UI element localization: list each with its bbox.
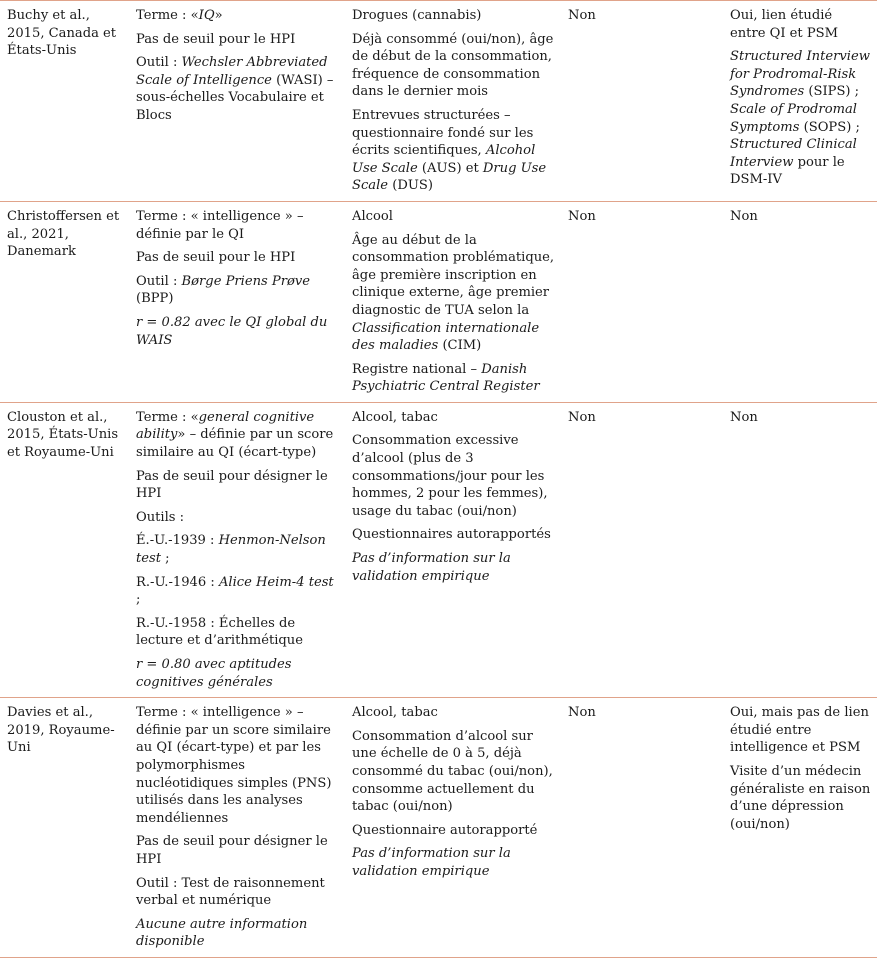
definition-cell xyxy=(129,402,345,697)
text-run: Consommation excessive d’alcool (plus de 3 consommations/jour pour les hommes, 2 pour les femmes), usage du tabac (oui/non) xyxy=(352,433,548,519)
text-run: Outils : xyxy=(136,509,185,525)
italic-text: general cognitive ability xyxy=(136,409,315,443)
text-run: Alcool, tabac xyxy=(352,705,438,721)
text-run: Non xyxy=(730,409,758,425)
text-run: (AUS) et xyxy=(417,160,483,176)
cell-paragraph xyxy=(352,526,555,544)
substances-cell xyxy=(345,698,561,958)
table-row xyxy=(0,1,877,202)
study-citation: Davies et al., 2019, Royaume-Uni xyxy=(7,705,115,756)
cell-paragraph xyxy=(568,208,717,226)
text-run: Registre national – xyxy=(352,361,482,377)
text-run: (SIPS) ; xyxy=(804,84,860,100)
cell-paragraph xyxy=(136,833,339,868)
study-cell xyxy=(0,1,129,202)
cell-paragraph xyxy=(136,509,339,527)
text-run: Non xyxy=(568,705,596,721)
table-row xyxy=(0,201,877,402)
italic-text: Structured Interview for Prodromal-Risk Syndromes xyxy=(730,49,870,100)
text-run: Pas de seuil pour le HPI xyxy=(136,31,296,47)
column-5-cell xyxy=(723,402,877,697)
text-run: Outil : Test de raisonnement verbal et numérique xyxy=(136,875,325,909)
text-run: Questionnaires autorapportés xyxy=(352,527,551,543)
text-run: Outil : xyxy=(136,55,182,71)
study-citation: Buchy et al., 2015, Canada et États-Unis xyxy=(7,8,117,59)
text-run: ; xyxy=(136,592,141,608)
text-run: pour le DSM-IV xyxy=(730,154,845,188)
text-run: É.-U.-1939 : xyxy=(136,533,219,549)
italic-text: Aucune autre information disponible xyxy=(136,916,308,950)
cell-paragraph xyxy=(352,208,555,226)
text-run: (DUS) xyxy=(388,178,433,194)
italic-text: Structured Clinical Interview xyxy=(730,137,857,170)
cell-paragraph xyxy=(136,468,339,503)
column-4-cell xyxy=(561,402,723,697)
text-run: Drogues (cannabis) xyxy=(352,8,482,23)
study-cell xyxy=(0,201,129,402)
text-run: R.-U.-1958 : Échelles de lecture et d’arithmétique xyxy=(136,615,303,649)
definition-cell xyxy=(129,201,345,402)
text-run: (SOPS) ; xyxy=(799,119,860,135)
italic-text: Henmon-Nelson test xyxy=(136,533,326,567)
cell-paragraph xyxy=(352,7,555,25)
cell-paragraph xyxy=(352,409,555,427)
italic-text: r = 0.80 avec aptitudes cognitives générales xyxy=(136,657,292,690)
text-run: (BPP) xyxy=(136,291,174,307)
italic-text: r = 0.82 avec le QI global du WAIS xyxy=(136,314,328,348)
cell-paragraph xyxy=(568,704,717,722)
cell-paragraph xyxy=(136,273,339,308)
cell-paragraph xyxy=(730,208,871,226)
cell-paragraph xyxy=(136,875,339,910)
table-row xyxy=(0,402,877,697)
cell-paragraph xyxy=(730,7,871,42)
text-run: R.-U.-1946 : xyxy=(136,574,219,590)
cell-paragraph xyxy=(136,532,339,567)
study-cell xyxy=(0,698,129,958)
italic-text: Pas d’information sur la validation empirique xyxy=(352,551,511,584)
studies-table-body xyxy=(0,1,877,958)
text-run: ; xyxy=(161,551,170,567)
substances-cell xyxy=(345,1,561,202)
cell-paragraph xyxy=(136,249,339,267)
study-cell xyxy=(0,402,129,697)
cell-paragraph xyxy=(136,916,339,951)
definition-cell xyxy=(129,1,345,202)
text-run: Questionnaire autorapporté xyxy=(352,822,538,838)
study-citation: Christoffersen et al., 2021, Danemark xyxy=(7,208,120,260)
text-run: Alcool, tabac xyxy=(352,409,438,425)
text-run: Pas de seuil pour désigner le HPI xyxy=(136,468,328,502)
cell-paragraph xyxy=(136,615,339,650)
italic-text: Scale of Prodromal Symptoms xyxy=(730,101,857,135)
column-5-cell xyxy=(723,1,877,202)
text-run: » xyxy=(214,8,223,23)
italic-text: Alcohol Use Scale xyxy=(352,143,536,176)
text-run: (WASI) – sous-échelles Vocabulaire et Blocs xyxy=(136,72,334,123)
text-run: Terme : « xyxy=(136,409,199,425)
substances-cell xyxy=(345,201,561,402)
cell-paragraph xyxy=(730,48,871,189)
italic-text: Danish Psychiatric Central Register xyxy=(352,361,540,395)
text-run: Déjà consommé (oui/non), âge de début de la consommation, fréquence de consommation dans le dernier mois xyxy=(352,31,554,100)
text-run: Consommation d’alcool sur une échelle de 0 à 5, déjà consommé du tabac (oui/non), consomme actuellement du tabac (oui/non) xyxy=(352,728,553,815)
cell-paragraph xyxy=(136,31,339,49)
italic-text: IQ xyxy=(198,8,215,23)
italic-text: Børge Priens Prøve xyxy=(181,273,311,289)
cell-paragraph xyxy=(352,550,555,585)
italic-text: Pas d’information sur la validation empirique xyxy=(352,846,511,879)
table-row xyxy=(0,698,877,958)
cell-paragraph xyxy=(136,409,339,462)
text-run: Non xyxy=(568,8,596,23)
text-run: Non xyxy=(568,409,596,425)
cell-paragraph xyxy=(352,232,555,355)
cell-paragraph xyxy=(568,409,717,427)
italic-text: Classification internationale des maladies xyxy=(352,320,540,354)
cell-paragraph xyxy=(352,822,555,840)
cell-paragraph xyxy=(136,54,339,124)
italic-text: Wechsler Abbreviated Scale of Intelligence xyxy=(136,55,328,88)
cell-paragraph xyxy=(136,314,339,349)
column-4-cell xyxy=(561,698,723,958)
text-run: Terme : « intelligence » – définie par un score similaire au QI (écart-type) et par les polymorphismes nucléotidiques simples (PNS) utilisés dans les analyses mendéliennes xyxy=(136,705,332,826)
text-run: Terme : « intelligence » – définie par le QI xyxy=(136,208,304,242)
text-run: (CIM) xyxy=(438,338,482,354)
cell-paragraph xyxy=(136,704,339,827)
cell-paragraph xyxy=(568,7,717,25)
cell-paragraph xyxy=(352,361,555,396)
cell-paragraph xyxy=(730,409,871,427)
text-run: Pas de seuil pour le HPI xyxy=(136,250,296,266)
text-run: Pas de seuil pour désigner le HPI xyxy=(136,834,328,867)
italic-text: Alice Heim-4 test xyxy=(218,574,334,590)
text-run: Outil : xyxy=(136,273,182,289)
text-run: Non xyxy=(568,208,596,224)
cell-paragraph xyxy=(730,763,871,833)
text-run: Entrevues structurées – questionnaire fondé sur les écrits scientifiques, xyxy=(352,107,534,159)
text-run: Oui, lien étudié entre QI et PSM xyxy=(730,8,839,41)
study-citation: Clouston et al., 2015, États-Unis et Royaume-Uni xyxy=(7,409,119,461)
text-run: Visite d’un médecin généraliste en raison d’une dépression (oui/non) xyxy=(730,763,871,832)
column-5-cell xyxy=(723,201,877,402)
cell-paragraph xyxy=(352,432,555,520)
definition-cell xyxy=(129,698,345,958)
cell-paragraph xyxy=(730,704,871,757)
cell-paragraph xyxy=(352,728,555,816)
cell-paragraph xyxy=(352,31,555,101)
column-4-cell xyxy=(561,201,723,402)
cell-paragraph xyxy=(136,574,339,609)
cell-paragraph xyxy=(136,656,339,691)
column-5-cell xyxy=(723,698,877,958)
text-run: Non xyxy=(730,208,758,224)
text-run: » – définie par un score similaire au QI (écart-type) xyxy=(136,427,334,461)
text-run: Oui, mais pas de lien étudié entre intelligence et PSM xyxy=(730,705,869,756)
italic-text: Drug Use Scale xyxy=(352,160,547,194)
text-run: Alcool xyxy=(352,208,393,224)
cell-paragraph xyxy=(136,208,339,243)
cell-paragraph xyxy=(136,7,339,25)
cell-paragraph xyxy=(352,107,555,195)
text-run: Âge au début de la consommation problématique, âge première inscription en clinique externe, âge premier diagnostic de TUA selon la xyxy=(352,232,555,318)
cell-paragraph xyxy=(352,704,555,722)
column-4-cell xyxy=(561,1,723,202)
substances-cell xyxy=(345,402,561,697)
text-run: Terme : « xyxy=(136,8,199,23)
